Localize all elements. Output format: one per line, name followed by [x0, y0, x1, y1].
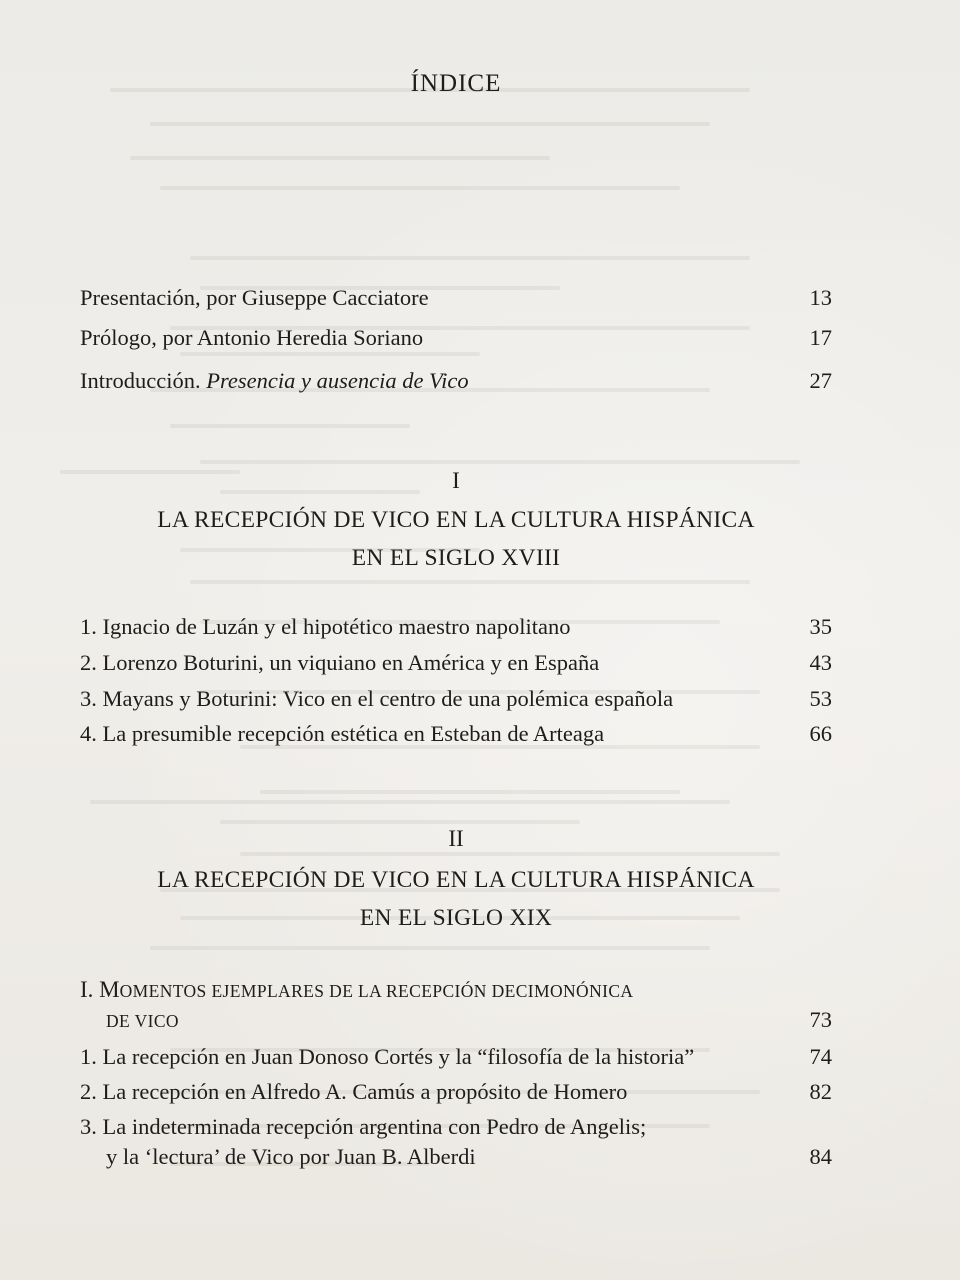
toc-entry-label: 3. La indeterminada recepción argentina con Pedro de Angelis; [80, 1114, 647, 1139]
chapter-prefix: I. [80, 977, 100, 1002]
toc-entry-presentacion [80, 283, 832, 313]
toc-entry-page: 13 [809, 285, 832, 310]
toc-entry-label: 1. La recepción en Juan Donoso Cortés y la “filosofía de la historia” [80, 1044, 695, 1069]
page-title: ÍNDICE [410, 70, 502, 97]
part-title-line1: LA RECEPCIÓN DE VICO EN LA CULTURA HISPÁNICA [157, 867, 755, 893]
part-title-line1: LA RECEPCIÓN DE VICO EN LA CULTURA HISPÁNICA [157, 507, 755, 533]
toc-entry-label: 1. Ignacio de Luzán y el hipotético maestro napolitano [80, 614, 571, 639]
toc-entry-line2 [80, 1142, 832, 1172]
part-number: II [448, 826, 464, 851]
part-number: I [452, 468, 460, 493]
toc-entry-page: 74 [809, 1044, 832, 1069]
chapter-cap: M [99, 977, 120, 1002]
toc-entry-label: 3. Mayans y Boturini: Vico en el centro de una polémica española [80, 686, 674, 711]
toc-entry-page: 53 [809, 686, 832, 711]
chapter-heading-line1 [80, 975, 832, 1006]
toc-entry-label: 2. Lorenzo Boturini, un viquiano en América y en España [80, 650, 600, 675]
toc-entry-page: 82 [809, 1079, 832, 1104]
part-title-line2: EN EL SIGLO XVIII [351, 545, 561, 571]
chapter-heading-line2 [80, 1005, 832, 1036]
toc-entry [80, 648, 832, 678]
chapter-smallcaps: OMENTOS EJEMPLARES DE LA RECEPCIÓN DECIMONÓNICA [119, 981, 634, 1001]
toc-entry-page: 27 [809, 368, 832, 393]
toc-entry [80, 1077, 832, 1107]
toc-entry [80, 612, 832, 642]
toc-entry-page: 73 [809, 1007, 832, 1032]
toc-entry-page: 35 [809, 614, 832, 639]
toc-entry [80, 684, 832, 714]
part-title-line2: EN EL SIGLO XIX [359, 905, 553, 931]
chapter-smallcaps-vico: ICO [147, 1011, 179, 1031]
toc-entry-line1 [80, 1112, 832, 1142]
toc-entry-label: 2. La recepción en Alfredo A. Camús a propósito de Homero [80, 1079, 628, 1104]
toc-entry-page: 66 [809, 721, 832, 746]
toc-entry-label [80, 366, 469, 396]
toc-entry-label-continued: y la ‘lectura’ de Vico por Juan B. Alberdi [106, 1144, 476, 1169]
table-of-contents [80, 0, 832, 1280]
introduccion-subtitle: Presencia y ausencia de Vico [206, 368, 469, 393]
toc-entry-label: Prólogo, por Antonio Heredia Soriano [80, 325, 424, 350]
toc-entry-introduccion [80, 366, 832, 396]
chapter-smallcaps-de: DE V [106, 1011, 148, 1031]
toc-entry-page: 43 [809, 650, 832, 675]
toc-entry-page: 84 [809, 1144, 832, 1169]
toc-entry-prologo [80, 323, 832, 353]
toc-entry [80, 1042, 832, 1072]
toc-entry-page: 17 [809, 325, 832, 350]
toc-entry [80, 719, 832, 749]
introduccion-label: Introducción. [80, 368, 207, 393]
toc-entry-label: 4. La presumible recepción estética en Esteban de Arteaga [80, 721, 605, 746]
toc-entry-label: Presentación, por Giuseppe Cacciatore [80, 285, 429, 310]
